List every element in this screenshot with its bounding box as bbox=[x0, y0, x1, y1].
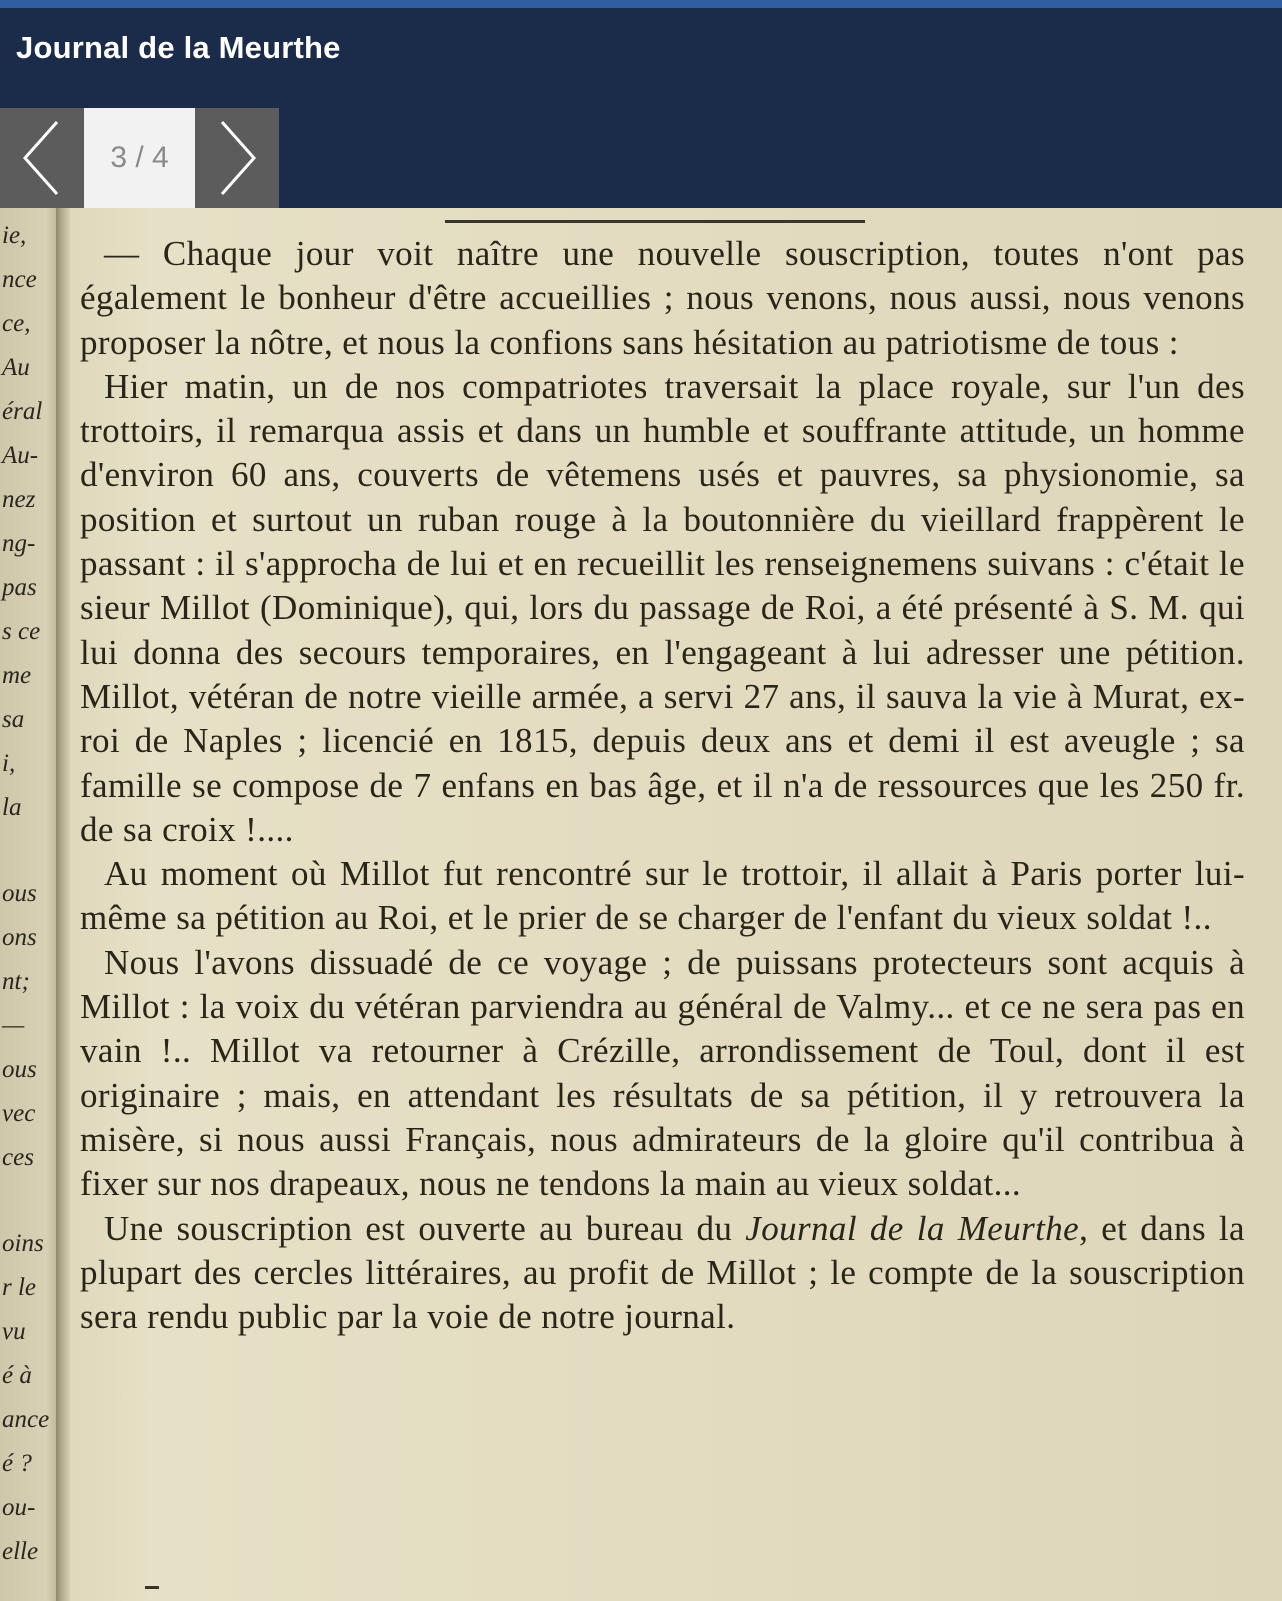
article-text bbox=[80, 232, 1245, 1339]
page-counter: 3 / 4 bbox=[84, 108, 195, 208]
article-text-span: , et dans la plupart des cercles littéraires, au profit de Millot ; le compte de la souscription sera rendu public par la voie de notre journal. bbox=[80, 1208, 1245, 1337]
margin-fragment: ous bbox=[2, 1056, 37, 1083]
bottom-rule-fragment bbox=[145, 1586, 159, 1589]
adjacent-column-fragments bbox=[0, 208, 58, 1601]
margin-fragment: pas bbox=[2, 574, 37, 601]
app-title: Journal de la Meurthe bbox=[16, 30, 341, 65]
margin-fragment: Au bbox=[2, 354, 30, 381]
section-divider bbox=[445, 220, 865, 223]
margin-fragment: r le bbox=[2, 1274, 37, 1301]
margin-fragment: vec bbox=[2, 1100, 36, 1127]
app-header bbox=[0, 8, 1282, 108]
newspaper-scan bbox=[0, 208, 1282, 1601]
journal-name-italic: Journal de la Meurthe bbox=[745, 1208, 1080, 1248]
previous-page-button[interactable] bbox=[0, 108, 84, 208]
margin-fragment: — bbox=[2, 1012, 25, 1039]
top-accent-bar bbox=[0, 0, 1282, 8]
chevron-right-icon bbox=[214, 118, 260, 198]
article-paragraph: — Chaque jour voit naître une nouvelle souscription, toutes n'ont pas également le bonheur d'être accueillies ; nous venons, nous aussi, nous venons proposer la nôtre, et nous la confions sans hésitation au patriotisme de tous : bbox=[80, 234, 1245, 362]
margin-fragment: é ? bbox=[2, 1450, 32, 1477]
margin-fragment: Au- bbox=[2, 442, 39, 469]
margin-fragment: ou- bbox=[2, 1494, 36, 1521]
margin-fragment: oins bbox=[2, 1230, 44, 1257]
margin-fragment: ce, bbox=[2, 310, 31, 337]
article-paragraph: Hier matin, un de nos compatriotes traversait la place royale, sur l'un des trottoirs, il remarqua assis et dans un humble et souffrante attitude, un homme d'environ 60 ans, couverts de vêtemens usés et pauvres, sa physionomie, sa position et surtout un ruban rouge à la boutonnière du vieillard frappèrent le passant : il s'approcha de lui et en recueillit les renseignemens suivans : c'était le sieur Millot (Dominique), qui, lors du passage de Roi, a été présenté à S. M. qui lui donna des secours temporaires, en l'engageant à lui adresser une pétition. Millot, vétéran de notre vieille armée, a servi 27 ans, il sauva la vie à Murat, ex-roi de Naples ; licencié en 1815, depuis deux ans et demi il est aveugle ; sa famille se compose de 7 enfans en bas âge, et il n'a de ressources que les 250 fr. de sa croix !.... bbox=[80, 366, 1245, 849]
margin-fragment: nce bbox=[2, 266, 37, 293]
page-navigator bbox=[0, 108, 295, 208]
margin-fragment: elle bbox=[2, 1538, 39, 1565]
article-paragraph: Au moment où Millot fut rencontré sur le trottoir, il allait à Paris porter lui-même sa pétition au Roi, et le prier de se charger de l'enfant du vieux soldat !.. bbox=[80, 854, 1245, 938]
margin-fragment: ous bbox=[2, 880, 37, 907]
margin-fragment: ance bbox=[2, 1406, 50, 1433]
margin-fragment: sa bbox=[2, 706, 25, 733]
margin-fragment: ng- bbox=[2, 530, 36, 557]
margin-fragment: vu bbox=[2, 1318, 26, 1345]
article-text-span: Une souscription est ouverte au bureau du bbox=[104, 1208, 746, 1248]
margin-fragment: ces bbox=[2, 1144, 34, 1171]
article-paragraph bbox=[80, 1207, 1245, 1340]
margin-fragment: la bbox=[2, 794, 22, 821]
margin-fragment: é à bbox=[2, 1362, 32, 1389]
margin-fragment: nez bbox=[2, 486, 36, 513]
page-fold-shadow bbox=[56, 208, 70, 1601]
margin-fragment: ons bbox=[2, 924, 37, 951]
margin-fragment: i, bbox=[2, 750, 16, 777]
margin-fragment: ie, bbox=[2, 222, 27, 249]
chevron-left-icon bbox=[19, 118, 65, 198]
margin-fragment: éral bbox=[2, 398, 43, 425]
margin-fragment: me bbox=[2, 662, 32, 689]
article-paragraph: Nous l'avons dissuadé de ce voyage ; de puissans protecteurs sont acquis à Millot : la voix du vétéran parviendra au général de Valmy... et ce ne sera pas en vain !.. Millot va retourner à Crézille, arrondissement de Toul, dont il est originaire ; mais, en attendant les résultats de sa pétition, il y retrouvera la misère, si nous aussi Français, nous admirateurs de la gloire qu'il contribua à fixer sur nos drapeaux, nous ne tendons la main au vieux soldat... bbox=[80, 942, 1245, 1204]
margin-fragment: nt; bbox=[2, 968, 30, 995]
next-page-button[interactable] bbox=[195, 108, 279, 208]
margin-fragment: s ce bbox=[2, 618, 41, 645]
